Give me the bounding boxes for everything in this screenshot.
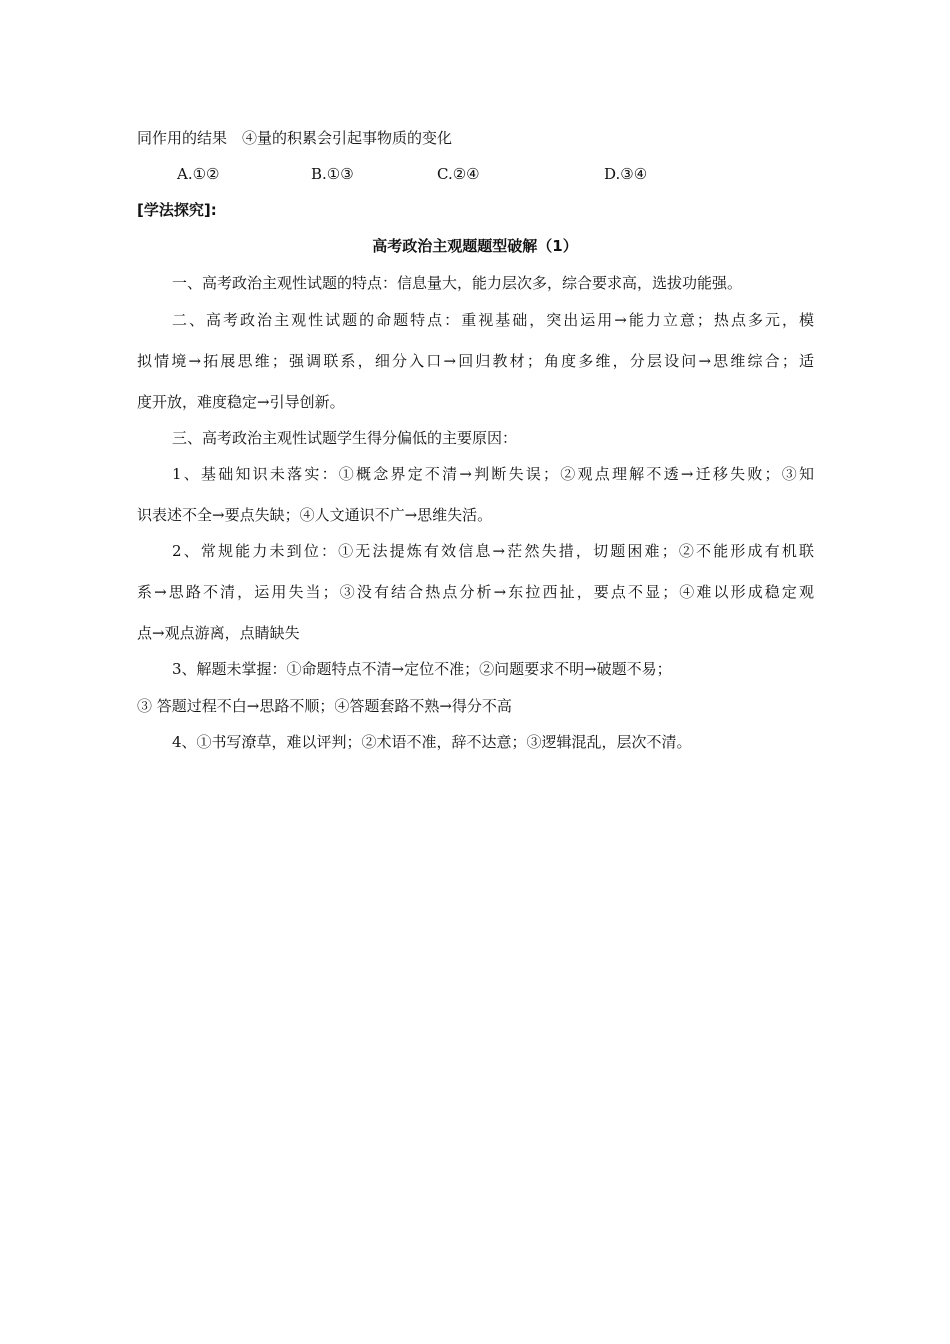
- paragraph-6-line-2: ③ 答题过程不白→思路不顺；④答题套路不熟→得分不高: [137, 697, 512, 715]
- paragraph-4-line-1: 1、基础知识未落实：①概念界定不清→判断失误；②观点理解不透→迁移失败；③知: [172, 465, 814, 483]
- section-title: 高考政治主观题题型破解（1）: [372, 237, 578, 255]
- paragraph-7-line-1: 4、①书写潦草，难以评判；②术语不准，辞不达意；③逻辑混乱，层次不清。: [172, 733, 692, 751]
- paragraph-3-line-1: 三、高考政治主观性试题学生得分偏低的主要原因：: [172, 429, 518, 447]
- paragraph-2-line-1: 二、高考政治主观性试题的命题特点：重视基础，突出运用→能力立意；热点多元，模: [172, 311, 814, 329]
- paragraph-4-line-2: 识表述不全→要点失缺；④人文通识不广→思维失活。: [137, 506, 493, 524]
- section-label: [学法探究]:: [137, 201, 217, 219]
- paragraph-6-line-1: 3、解题未掌握：①命题特点不清→定位不准；②问题要求不明→破题不易；: [172, 660, 672, 678]
- paragraph-5-line-1: 2、常规能力未到位：①无法提炼有效信息→茫然失措，切题困难；②不能形成有机联: [172, 542, 814, 560]
- option-b: B.①③: [311, 165, 354, 183]
- paragraph-2-line-2: 拟情境→拓展思维；强调联系，细分入口→回归教材；角度多维，分层设问→思维综合；适: [137, 352, 814, 370]
- option-d: D.③④: [604, 165, 648, 183]
- paragraph-2-line-3: 度开放，难度稳定→引导创新。: [137, 393, 345, 411]
- option-a: A.①②: [177, 165, 220, 183]
- paragraph-1-line-1: 一、高考政治主观性试题的特点：信息量大，能力层次多，综合要求高，选拔功能强。: [172, 274, 743, 292]
- option-c: C.②④: [437, 165, 480, 183]
- question-tail-line: 同作用的结果 ④量的积累会引起事物质的变化: [137, 129, 453, 147]
- paragraph-5-line-2: 系→思路不清，运用失当；③没有结合热点分析→东拉西扯，要点不显；④难以形成稳定观: [137, 583, 814, 601]
- paragraph-5-line-3: 点→观点游离，点睛缺失: [137, 624, 300, 642]
